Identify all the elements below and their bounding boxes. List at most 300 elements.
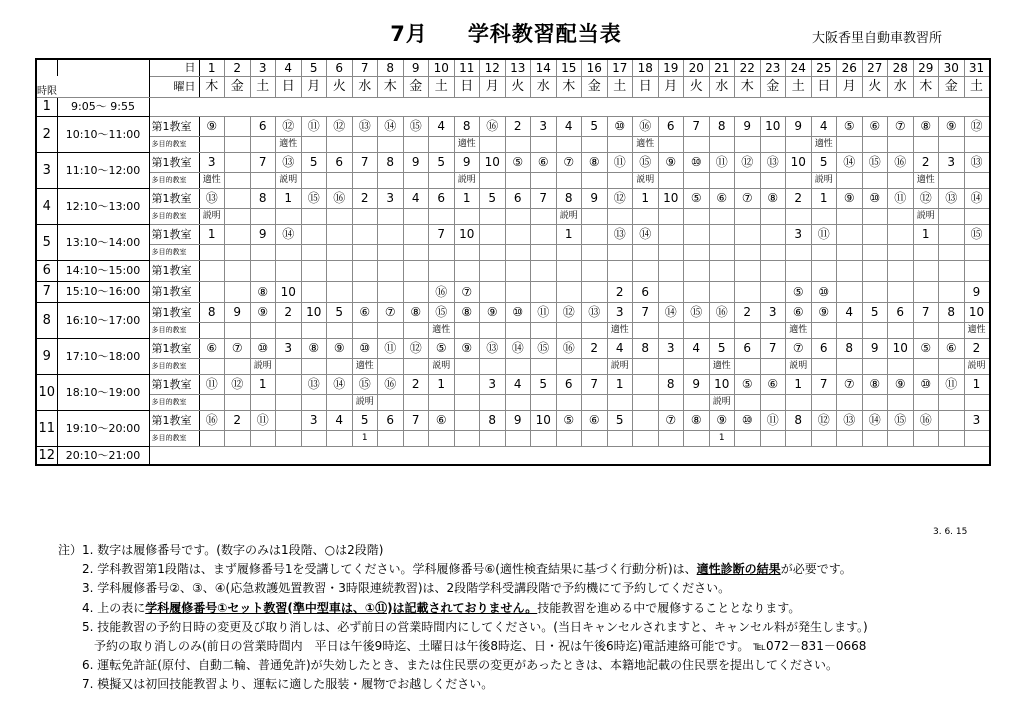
schedule-cell (837, 260, 863, 281)
schedule-cell (939, 244, 965, 260)
schedule-cell (633, 358, 659, 374)
schedule-cell: 適性 (913, 172, 939, 188)
schedule-cell: 10 (531, 410, 557, 430)
schedule-cell (301, 430, 327, 446)
period-number: 4 (36, 188, 57, 224)
schedule-cell (531, 224, 557, 244)
schedule-cell: ⑫ (327, 116, 353, 136)
schedule-cell (480, 172, 506, 188)
weekday-cell: 日 (811, 76, 837, 97)
schedule-cell: ⑪ (760, 410, 786, 430)
schedule-cell: 3 (301, 410, 327, 430)
empty-period-cell (149, 97, 990, 116)
room-label-sub: 多目的教室 (149, 430, 199, 446)
schedule-cell (352, 322, 378, 338)
schedule-cell: 5 (811, 152, 837, 172)
schedule-cell: 8 (378, 152, 404, 172)
schedule-cell: 3 (786, 224, 812, 244)
schedule-cell: ⑮ (531, 338, 557, 358)
schedule-cell: ⑦ (378, 302, 404, 322)
schedule-cell (403, 224, 429, 244)
schedule-cell (556, 322, 582, 338)
schedule-cell (352, 244, 378, 260)
schedule-cell (582, 244, 608, 260)
schedule-cell: 適性 (352, 358, 378, 374)
schedule-cell (760, 394, 786, 410)
note-text: 6. 運転免許証(原付、自動二輪、普通免許)が失効したとき、または住民票の変更があったときは、本籍地記載の住民票を提出してください。 (58, 658, 839, 673)
schedule-cell: 1 (633, 188, 659, 208)
schedule-cell (199, 358, 225, 374)
schedule-cell (480, 224, 506, 244)
schedule-cell: ⑫ (913, 188, 939, 208)
schedule-cell: ⑪ (939, 374, 965, 394)
schedule-cell (582, 224, 608, 244)
schedule-cell: 8 (786, 410, 812, 430)
schedule-cell (556, 260, 582, 281)
schedule-cell (837, 172, 863, 188)
schedule-cell (454, 208, 480, 224)
period-number: 10 (36, 374, 57, 410)
period-time: 12:10～13:00 (57, 188, 149, 224)
schedule-cell: ⑩ (811, 281, 837, 302)
schedule-cell (403, 136, 429, 152)
schedule-cell (556, 281, 582, 302)
schedule-cell: 適性 (607, 322, 633, 338)
jigen-label: 時限 (36, 76, 57, 97)
weekday-cell: 火 (327, 76, 353, 97)
schedule-cell: 説明 (811, 172, 837, 188)
room-label-sub: 多目的教室 (149, 136, 199, 152)
schedule-cell: 7 (352, 152, 378, 172)
schedule-cell (811, 208, 837, 224)
schedule-cell (403, 358, 429, 374)
schedule-cell: ⑭ (327, 374, 353, 394)
schedule-cell: ⑬ (607, 224, 633, 244)
schedule-cell: 9 (582, 188, 608, 208)
schedule-cell: ⑭ (862, 410, 888, 430)
schedule-cell (735, 224, 761, 244)
schedule-cell (633, 410, 659, 430)
schedule-cell: 6 (556, 374, 582, 394)
schedule-cell (531, 358, 557, 374)
schedule-cell (250, 322, 276, 338)
schedule-cell: 8 (709, 116, 735, 136)
schedule-cell: ⑤ (684, 188, 710, 208)
schedule-cell: 3 (276, 338, 302, 358)
schedule-cell (582, 281, 608, 302)
weekday-cell: 日 (454, 76, 480, 97)
room-label-main: 第1教室 (149, 374, 199, 394)
schedule-cell (250, 172, 276, 188)
day-cell: 2 (225, 59, 251, 76)
schedule-cell: 8 (658, 374, 684, 394)
period-time: 11:10～12:00 (57, 152, 149, 188)
schedule-cell (888, 224, 914, 244)
schedule-cell (403, 172, 429, 188)
schedule-cell (276, 208, 302, 224)
room-label-main: 第1教室 (149, 302, 199, 322)
schedule-cell (862, 281, 888, 302)
schedule-cell (403, 208, 429, 224)
schedule-cell (531, 281, 557, 302)
schedule-cell (556, 358, 582, 374)
schedule-cell (658, 281, 684, 302)
schedule-cell (709, 281, 735, 302)
schedule-cell (403, 322, 429, 338)
schedule-cell: 10 (964, 302, 990, 322)
schedule-cell: 7 (811, 374, 837, 394)
schedule-cell (735, 260, 761, 281)
period-time: 13:10～14:00 (57, 224, 149, 260)
schedule-cell: ⑮ (633, 152, 659, 172)
weekday-cell: 水 (531, 76, 557, 97)
weekday-cell: 木 (199, 76, 225, 97)
schedule-cell: ⑦ (837, 374, 863, 394)
note-text: 4. 上の表に (58, 600, 146, 615)
period-time: 16:10～17:00 (57, 302, 149, 338)
schedule-cell: 2 (276, 302, 302, 322)
schedule-cell (735, 430, 761, 446)
schedule-cell: ⑨ (939, 116, 965, 136)
schedule-cell (301, 281, 327, 302)
schedule-cell (327, 244, 353, 260)
schedule-cell: ⑨ (454, 338, 480, 358)
schedule-cell (556, 430, 582, 446)
schedule-cell (225, 358, 251, 374)
schedule-cell (582, 260, 608, 281)
day-cell: 13 (505, 59, 531, 76)
schedule-cell (582, 430, 608, 446)
schedule-cell: 9 (454, 152, 480, 172)
schedule-cell (837, 136, 863, 152)
schedule-cell: 6 (633, 281, 659, 302)
schedule-cell: 4 (811, 116, 837, 136)
schedule-cell: 適性 (811, 136, 837, 152)
schedule-cell (327, 260, 353, 281)
schedule-cell: 4 (837, 302, 863, 322)
schedule-cell (735, 136, 761, 152)
schedule-cell (709, 224, 735, 244)
schedule-cell: 6 (378, 410, 404, 430)
date-note: 3. 6. 15 (933, 527, 968, 537)
schedule-cell (658, 136, 684, 152)
schedule-cell (429, 260, 455, 281)
schedule-cell (480, 430, 506, 446)
day-cell: 25 (811, 59, 837, 76)
schedule-cell: 3 (480, 374, 506, 394)
schedule-cell (378, 172, 404, 188)
schedule-cell: 2 (735, 302, 761, 322)
schedule-cell (862, 260, 888, 281)
weekday-cell: 金 (225, 76, 251, 97)
schedule-cell: ⑯ (429, 281, 455, 302)
schedule-cell: ⑪ (607, 152, 633, 172)
schedule-cell (301, 394, 327, 410)
schedule-cell: ⑯ (327, 188, 353, 208)
schedule-cell: 8 (556, 188, 582, 208)
schedule-cell: 10 (709, 374, 735, 394)
day-cell: 6 (327, 59, 353, 76)
schedule-cell (658, 224, 684, 244)
schedule-cell: ⑪ (888, 188, 914, 208)
schedule-cell (480, 260, 506, 281)
schedule-cell (480, 136, 506, 152)
notes (58, 541, 868, 695)
schedule-cell: 3 (939, 152, 965, 172)
schedule-cell: ⑥ (199, 338, 225, 358)
schedule-cell (888, 208, 914, 224)
schedule-cell: ⑯ (199, 410, 225, 430)
schedule-cell (633, 208, 659, 224)
room-label-main: 第1教室 (149, 116, 199, 136)
schedule-cell: ⑤ (735, 374, 761, 394)
day-cell: 16 (582, 59, 608, 76)
schedule-cell: 8 (633, 338, 659, 358)
schedule-cell: ⑩ (505, 302, 531, 322)
schedule-cell: ⑦ (786, 338, 812, 358)
schedule-cell (658, 260, 684, 281)
schedule-cell (709, 244, 735, 260)
note-line (58, 541, 868, 560)
schedule-cell: 10 (301, 302, 327, 322)
day-cell: 8 (378, 59, 404, 76)
schedule-cell (582, 358, 608, 374)
schedule-cell: ⑬ (199, 188, 225, 208)
schedule-cell (760, 322, 786, 338)
schedule-cell: 適性 (199, 172, 225, 188)
schedule-cell (454, 322, 480, 338)
schedule-cell: 4 (505, 374, 531, 394)
note-line (58, 656, 868, 675)
schedule-cell (454, 430, 480, 446)
schedule-cell: 8 (939, 302, 965, 322)
schedule-cell: 5 (327, 302, 353, 322)
period-time: 18:10～19:00 (57, 374, 149, 410)
schedule-cell: 3 (531, 116, 557, 136)
schedule-cell: ⑨ (250, 302, 276, 322)
schedule-cell: 1 (429, 374, 455, 394)
schedule-cell: ⑨ (811, 302, 837, 322)
day-cell: 10 (429, 59, 455, 76)
day-cell: 27 (862, 59, 888, 76)
schedule-cell: ⑨ (658, 152, 684, 172)
weekday-cell: 日 (633, 76, 659, 97)
schedule-cell: ⑥ (786, 302, 812, 322)
schedule-cell (862, 394, 888, 410)
day-cell: 28 (888, 59, 914, 76)
day-cell: 22 (735, 59, 761, 76)
schedule-cell (531, 172, 557, 188)
schedule-cell (199, 260, 225, 281)
schedule-cell (684, 208, 710, 224)
schedule-cell (735, 322, 761, 338)
schedule-cell (429, 208, 455, 224)
schedule-cell: 4 (607, 338, 633, 358)
schedule-cell: ⑤ (837, 116, 863, 136)
schedule-cell: 説明 (454, 172, 480, 188)
schedule-cell (225, 224, 251, 244)
schedule-cell: ⑤ (913, 338, 939, 358)
schedule-cell: 9 (964, 281, 990, 302)
schedule-cell: 6 (250, 116, 276, 136)
schedule-cell (939, 322, 965, 338)
schedule-cell (301, 322, 327, 338)
day-label: 日 (149, 59, 199, 76)
schedule-cell (225, 152, 251, 172)
schedule-cell (378, 394, 404, 410)
weekday-cell: 火 (505, 76, 531, 97)
schedule-cell (250, 136, 276, 152)
note-text: 7. 模擬又は初回技能教習より、運転に適した服装・履物でお越しください。 (58, 677, 494, 692)
day-cell: 1 (199, 59, 225, 76)
schedule-cell (709, 136, 735, 152)
schedule-cell (378, 260, 404, 281)
schedule-cell: 9 (505, 410, 531, 430)
schedule-cell (862, 358, 888, 374)
schedule-cell (352, 136, 378, 152)
schedule-cell: 9 (786, 116, 812, 136)
schedule-cell (199, 136, 225, 152)
schedule-cell: 7 (760, 338, 786, 358)
schedule-cell: ⑥ (352, 302, 378, 322)
schedule-cell (301, 260, 327, 281)
schedule-cell (811, 260, 837, 281)
weekday-cell: 金 (582, 76, 608, 97)
schedule-cell: 適性 (964, 322, 990, 338)
schedule-cell: ⑮ (684, 302, 710, 322)
room-label-sub: 多目的教室 (149, 172, 199, 188)
schedule-cell (709, 322, 735, 338)
schedule-cell (199, 430, 225, 446)
schedule-cell: ⑤ (556, 410, 582, 430)
schedule-cell: 適性 (786, 322, 812, 338)
weekday-cell: 水 (709, 76, 735, 97)
schedule-cell (199, 244, 225, 260)
schedule-cell: ⑨ (199, 116, 225, 136)
schedule-cell (633, 260, 659, 281)
schedule-cell (607, 260, 633, 281)
schedule-cell: 適性 (454, 136, 480, 152)
schedule-cell: 説明 (429, 358, 455, 374)
schedule-cell: 6 (811, 338, 837, 358)
room-label-sub: 多目的教室 (149, 244, 199, 260)
schedule-cell (735, 208, 761, 224)
schedule-cell: ⑬ (964, 152, 990, 172)
schedule-cell: ⑦ (556, 152, 582, 172)
schedule-cell: ⑦ (454, 281, 480, 302)
schedule-cell: 1 (199, 224, 225, 244)
schedule-cell: 2 (913, 152, 939, 172)
schedule-cell (454, 358, 480, 374)
schedule-cell: 5 (480, 188, 506, 208)
schedule-cell (658, 208, 684, 224)
period-number: 2 (36, 116, 57, 152)
schedule-cell: 適性 (709, 358, 735, 374)
schedule-cell (327, 358, 353, 374)
schedule-cell: ⑥ (582, 410, 608, 430)
schedule-cell (684, 260, 710, 281)
schedule-cell (429, 172, 455, 188)
schedule-cell: ⑧ (760, 188, 786, 208)
schedule-cell: ⑦ (888, 116, 914, 136)
schedule-cell (786, 136, 812, 152)
schedule-cell: ⑭ (505, 338, 531, 358)
room-label-sub: 多目的教室 (149, 322, 199, 338)
period-time: 10:10～11:00 (57, 116, 149, 152)
schedule-cell (480, 281, 506, 302)
schedule-cell (760, 260, 786, 281)
schedule-cell (225, 260, 251, 281)
schedule-cell: ⑮ (862, 152, 888, 172)
schedule-cell (556, 394, 582, 410)
period-time: 19:10～20:00 (57, 410, 149, 446)
schedule-cell (964, 244, 990, 260)
schedule-cell: 7 (250, 152, 276, 172)
schedule-cell (888, 244, 914, 260)
schedule-cell: 7 (403, 410, 429, 430)
weekday-cell: 水 (352, 76, 378, 97)
schedule-cell (378, 208, 404, 224)
day-cell: 4 (276, 59, 302, 76)
jigen-spacer (57, 76, 149, 97)
schedule-cell: ⑮ (352, 374, 378, 394)
schedule-cell (199, 281, 225, 302)
period-time: 17:10～18:00 (57, 338, 149, 374)
schedule-cell (225, 116, 251, 136)
schedule-cell (760, 208, 786, 224)
schedule-cell (760, 224, 786, 244)
schedule-cell: 2 (505, 116, 531, 136)
schedule-cell: 3 (607, 302, 633, 322)
schedule-cell: ⑯ (888, 152, 914, 172)
schedule-cell (633, 322, 659, 338)
note-line (58, 637, 868, 656)
note-line (58, 560, 868, 579)
schedule-cell: 7 (913, 302, 939, 322)
schedule-cell: 5 (607, 410, 633, 430)
schedule-cell (276, 430, 302, 446)
schedule-cell: 6 (505, 188, 531, 208)
schedule-cell (225, 322, 251, 338)
schedule-cell (225, 188, 251, 208)
schedule-cell: ⑬ (582, 302, 608, 322)
note-emphasis: 適性診断の結果 (696, 562, 781, 577)
schedule-cell (735, 358, 761, 374)
schedule-cell (786, 260, 812, 281)
schedule-cell: ⑩ (250, 338, 276, 358)
schedule-cell: 8 (199, 302, 225, 322)
schedule-cell: 5 (429, 152, 455, 172)
schedule-cell (250, 394, 276, 410)
note-text: 予約の取り消しのみ(前日の営業時間内 平日は午後9時迄、土曜日は午後8時迄、日・祝は午後6時迄)電話連絡可能です。 ℡072－831－0668 (58, 639, 867, 654)
schedule-cell: 5 (352, 410, 378, 430)
note-text: 5. 技能教習の予約日時の変更及び取り消しは、必ず前日の営業時間内にしてください。(当日キャンセルされますと、キャンセル料が発生します。) (58, 619, 868, 634)
schedule-cell: 説明 (352, 394, 378, 410)
schedule-cell (735, 394, 761, 410)
schedule-cell: ⑬ (276, 152, 302, 172)
day-cell: 24 (786, 59, 812, 76)
schedule-cell: ⑪ (531, 302, 557, 322)
schedule-cell: ⑫ (276, 116, 302, 136)
schedule-cell: ⑯ (709, 302, 735, 322)
schedule-cell (913, 281, 939, 302)
schedule-cell: 3 (658, 338, 684, 358)
schedule-cell: 2 (786, 188, 812, 208)
note-text: が必要です。 (780, 562, 852, 577)
schedule-cell (888, 394, 914, 410)
schedule-cell (505, 136, 531, 152)
schedule-cell: 7 (633, 302, 659, 322)
